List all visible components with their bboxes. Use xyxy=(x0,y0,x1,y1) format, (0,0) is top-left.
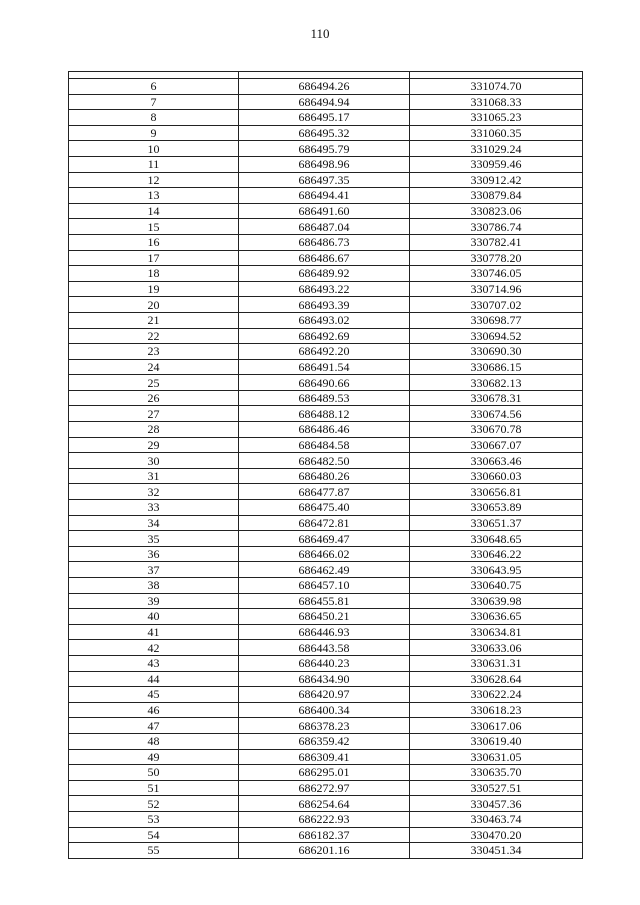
x-coordinate-cell: 686498.96 xyxy=(239,156,410,172)
y-coordinate-cell: 330651.37 xyxy=(410,515,583,531)
table-row xyxy=(69,578,583,594)
y-coordinate-cell: 331029.24 xyxy=(410,141,583,157)
table-row xyxy=(69,281,583,297)
x-coordinate-cell: 686434.90 xyxy=(239,671,410,687)
point-number-cell: 33 xyxy=(69,500,239,516)
y-coordinate-cell: 330678.31 xyxy=(410,390,583,406)
point-number-cell: 14 xyxy=(69,203,239,219)
y-coordinate-cell: 330879.84 xyxy=(410,188,583,204)
table-row xyxy=(69,468,583,484)
y-coordinate-cell: 330670.78 xyxy=(410,422,583,438)
x-coordinate-cell: 686492.20 xyxy=(239,344,410,360)
y-coordinate-cell: 330778.20 xyxy=(410,250,583,266)
point-number-cell: 40 xyxy=(69,609,239,625)
point-number-cell: 35 xyxy=(69,531,239,547)
x-coordinate-cell: 686492.69 xyxy=(239,328,410,344)
y-coordinate-cell: 330648.65 xyxy=(410,531,583,547)
coordinates-table-body xyxy=(69,72,583,859)
y-coordinate-cell: 330674.56 xyxy=(410,406,583,422)
point-number-cell: 12 xyxy=(69,172,239,188)
x-coordinate-cell: 686494.94 xyxy=(239,94,410,110)
x-coordinate-cell: 686378.23 xyxy=(239,718,410,734)
x-coordinate-cell: 686490.66 xyxy=(239,375,410,391)
point-number-cell: 28 xyxy=(69,422,239,438)
point-number-cell: 34 xyxy=(69,515,239,531)
x-coordinate-cell: 686400.34 xyxy=(239,702,410,718)
point-number-cell: 50 xyxy=(69,765,239,781)
x-coordinate-cell: 686482.50 xyxy=(239,453,410,469)
point-number-cell: 38 xyxy=(69,578,239,594)
point-number-cell: 10 xyxy=(69,141,239,157)
x-coordinate-cell: 686455.81 xyxy=(239,593,410,609)
point-number-cell: 31 xyxy=(69,468,239,484)
table-row xyxy=(69,203,583,219)
coordinates-table-container xyxy=(68,71,582,859)
point-number-cell: 24 xyxy=(69,359,239,375)
x-coordinate-cell: 686295.01 xyxy=(239,765,410,781)
table-row xyxy=(69,172,583,188)
table-row xyxy=(69,671,583,687)
x-coordinate-cell: 686469.47 xyxy=(239,531,410,547)
point-number-cell: 48 xyxy=(69,733,239,749)
point-number-cell: 22 xyxy=(69,328,239,344)
table-row xyxy=(69,141,583,157)
point-number-cell: 53 xyxy=(69,811,239,827)
table-row xyxy=(69,531,583,547)
table-row xyxy=(69,702,583,718)
table-cell xyxy=(69,72,239,79)
x-coordinate-cell: 686493.22 xyxy=(239,281,410,297)
table-row xyxy=(69,344,583,360)
point-number-cell: 26 xyxy=(69,390,239,406)
x-coordinate-cell: 686495.79 xyxy=(239,141,410,157)
table-row xyxy=(69,390,583,406)
x-coordinate-cell: 686222.93 xyxy=(239,811,410,827)
table-row xyxy=(69,500,583,516)
point-number-cell: 49 xyxy=(69,749,239,765)
x-coordinate-cell: 686450.21 xyxy=(239,609,410,625)
x-coordinate-cell: 686477.87 xyxy=(239,484,410,500)
y-coordinate-cell: 331074.70 xyxy=(410,79,583,95)
point-number-cell: 52 xyxy=(69,796,239,812)
y-coordinate-cell: 330823.06 xyxy=(410,203,583,219)
x-coordinate-cell: 686486.73 xyxy=(239,234,410,250)
point-number-cell: 54 xyxy=(69,827,239,843)
x-coordinate-cell: 686493.39 xyxy=(239,297,410,313)
point-number-cell: 23 xyxy=(69,344,239,360)
point-number-cell: 11 xyxy=(69,156,239,172)
y-coordinate-cell: 331065.23 xyxy=(410,110,583,126)
point-number-cell: 7 xyxy=(69,94,239,110)
y-coordinate-cell: 330690.30 xyxy=(410,344,583,360)
table-row xyxy=(69,749,583,765)
x-coordinate-cell: 686466.02 xyxy=(239,546,410,562)
page-number: 110 xyxy=(310,26,330,41)
x-coordinate-cell: 686446.93 xyxy=(239,624,410,640)
point-number-cell: 9 xyxy=(69,125,239,141)
point-number-cell: 32 xyxy=(69,484,239,500)
table-row xyxy=(69,780,583,796)
point-number-cell: 18 xyxy=(69,266,239,282)
coordinates-table xyxy=(68,71,583,859)
x-coordinate-cell: 686475.40 xyxy=(239,500,410,516)
y-coordinate-cell: 330636.65 xyxy=(410,609,583,625)
point-number-cell: 37 xyxy=(69,562,239,578)
table-row xyxy=(69,234,583,250)
point-number-cell: 17 xyxy=(69,250,239,266)
x-coordinate-cell: 686472.81 xyxy=(239,515,410,531)
point-number-cell: 45 xyxy=(69,687,239,703)
x-coordinate-cell: 686440.23 xyxy=(239,655,410,671)
y-coordinate-cell: 330622.24 xyxy=(410,687,583,703)
x-coordinate-cell: 686493.02 xyxy=(239,312,410,328)
table-row xyxy=(69,79,583,95)
table-row xyxy=(69,609,583,625)
y-coordinate-cell: 330463.74 xyxy=(410,811,583,827)
point-number-cell: 21 xyxy=(69,312,239,328)
point-number-cell: 39 xyxy=(69,593,239,609)
x-coordinate-cell: 686254.64 xyxy=(239,796,410,812)
y-coordinate-cell: 330912.42 xyxy=(410,172,583,188)
table-row xyxy=(69,796,583,812)
x-coordinate-cell: 686480.26 xyxy=(239,468,410,484)
table-top-row xyxy=(69,72,583,79)
table-row xyxy=(69,562,583,578)
table-row xyxy=(69,375,583,391)
y-coordinate-cell: 330714.96 xyxy=(410,281,583,297)
y-coordinate-cell: 330686.15 xyxy=(410,359,583,375)
point-number-cell: 13 xyxy=(69,188,239,204)
x-coordinate-cell: 686420.97 xyxy=(239,687,410,703)
y-coordinate-cell: 330653.89 xyxy=(410,500,583,516)
y-coordinate-cell: 330682.13 xyxy=(410,375,583,391)
y-coordinate-cell: 330786.74 xyxy=(410,219,583,235)
point-number-cell: 20 xyxy=(69,297,239,313)
y-coordinate-cell: 331060.35 xyxy=(410,125,583,141)
y-coordinate-cell: 330619.40 xyxy=(410,733,583,749)
table-row xyxy=(69,655,583,671)
table-row xyxy=(69,125,583,141)
x-coordinate-cell: 686487.04 xyxy=(239,219,410,235)
point-number-cell: 6 xyxy=(69,79,239,95)
table-row xyxy=(69,811,583,827)
table-row xyxy=(69,624,583,640)
table-row xyxy=(69,843,583,859)
table-row xyxy=(69,406,583,422)
table-row xyxy=(69,453,583,469)
y-coordinate-cell: 330634.81 xyxy=(410,624,583,640)
y-coordinate-cell: 330646.22 xyxy=(410,546,583,562)
x-coordinate-cell: 686495.17 xyxy=(239,110,410,126)
point-number-cell: 43 xyxy=(69,655,239,671)
y-coordinate-cell: 330660.03 xyxy=(410,468,583,484)
point-number-cell: 41 xyxy=(69,624,239,640)
table-row xyxy=(69,640,583,656)
y-coordinate-cell: 330631.31 xyxy=(410,655,583,671)
y-coordinate-cell: 330667.07 xyxy=(410,437,583,453)
x-coordinate-cell: 686443.58 xyxy=(239,640,410,656)
x-coordinate-cell: 686486.67 xyxy=(239,250,410,266)
point-number-cell: 16 xyxy=(69,234,239,250)
y-coordinate-cell: 330617.06 xyxy=(410,718,583,734)
y-coordinate-cell: 330470.20 xyxy=(410,827,583,843)
table-row xyxy=(69,94,583,110)
point-number-cell: 55 xyxy=(69,843,239,859)
x-coordinate-cell: 686201.16 xyxy=(239,843,410,859)
y-coordinate-cell: 330527.51 xyxy=(410,780,583,796)
table-row xyxy=(69,250,583,266)
point-number-cell: 19 xyxy=(69,281,239,297)
table-row xyxy=(69,422,583,438)
table-row xyxy=(69,484,583,500)
point-number-cell: 42 xyxy=(69,640,239,656)
y-coordinate-cell: 330698.77 xyxy=(410,312,583,328)
x-coordinate-cell: 686484.58 xyxy=(239,437,410,453)
x-coordinate-cell: 686489.53 xyxy=(239,390,410,406)
point-number-cell: 30 xyxy=(69,453,239,469)
point-number-cell: 27 xyxy=(69,406,239,422)
y-coordinate-cell: 330663.46 xyxy=(410,453,583,469)
y-coordinate-cell: 330631.05 xyxy=(410,749,583,765)
table-row xyxy=(69,219,583,235)
x-coordinate-cell: 686462.49 xyxy=(239,562,410,578)
table-row xyxy=(69,827,583,843)
y-coordinate-cell: 330628.64 xyxy=(410,671,583,687)
x-coordinate-cell: 686272.97 xyxy=(239,780,410,796)
x-coordinate-cell: 686309.41 xyxy=(239,749,410,765)
y-coordinate-cell: 330643.95 xyxy=(410,562,583,578)
table-row xyxy=(69,297,583,313)
table-row xyxy=(69,687,583,703)
table-row xyxy=(69,266,583,282)
y-coordinate-cell: 330640.75 xyxy=(410,578,583,594)
point-number-cell: 25 xyxy=(69,375,239,391)
y-coordinate-cell: 330639.98 xyxy=(410,593,583,609)
table-row xyxy=(69,110,583,126)
y-coordinate-cell: 331068.33 xyxy=(410,94,583,110)
x-coordinate-cell: 686497.35 xyxy=(239,172,410,188)
point-number-cell: 36 xyxy=(69,546,239,562)
y-coordinate-cell: 330618.23 xyxy=(410,702,583,718)
point-number-cell: 8 xyxy=(69,110,239,126)
y-coordinate-cell: 330959.46 xyxy=(410,156,583,172)
point-number-cell: 15 xyxy=(69,219,239,235)
y-coordinate-cell: 330707.02 xyxy=(410,297,583,313)
x-coordinate-cell: 686359.42 xyxy=(239,733,410,749)
point-number-cell: 47 xyxy=(69,718,239,734)
y-coordinate-cell: 330451.34 xyxy=(410,843,583,859)
table-cell xyxy=(239,72,410,79)
table-row xyxy=(69,359,583,375)
point-number-cell: 44 xyxy=(69,671,239,687)
y-coordinate-cell: 330656.81 xyxy=(410,484,583,500)
table-row xyxy=(69,328,583,344)
table-row xyxy=(69,312,583,328)
table-row xyxy=(69,546,583,562)
x-coordinate-cell: 686182.37 xyxy=(239,827,410,843)
x-coordinate-cell: 686488.12 xyxy=(239,406,410,422)
x-coordinate-cell: 686457.10 xyxy=(239,578,410,594)
x-coordinate-cell: 686491.60 xyxy=(239,203,410,219)
y-coordinate-cell: 330782.41 xyxy=(410,234,583,250)
x-coordinate-cell: 686486.46 xyxy=(239,422,410,438)
x-coordinate-cell: 686489.92 xyxy=(239,266,410,282)
y-coordinate-cell: 330633.06 xyxy=(410,640,583,656)
table-row xyxy=(69,718,583,734)
point-number-cell: 46 xyxy=(69,702,239,718)
table-row xyxy=(69,593,583,609)
table-row xyxy=(69,437,583,453)
table-cell xyxy=(410,72,583,79)
point-number-cell: 29 xyxy=(69,437,239,453)
table-row xyxy=(69,765,583,781)
y-coordinate-cell: 330746.05 xyxy=(410,266,583,282)
x-coordinate-cell: 686495.32 xyxy=(239,125,410,141)
y-coordinate-cell: 330694.52 xyxy=(410,328,583,344)
table-row xyxy=(69,188,583,204)
x-coordinate-cell: 686494.41 xyxy=(239,188,410,204)
point-number-cell: 51 xyxy=(69,780,239,796)
x-coordinate-cell: 686494.26 xyxy=(239,79,410,95)
table-row xyxy=(69,156,583,172)
x-coordinate-cell: 686491.54 xyxy=(239,359,410,375)
table-row xyxy=(69,733,583,749)
y-coordinate-cell: 330635.70 xyxy=(410,765,583,781)
y-coordinate-cell: 330457.36 xyxy=(410,796,583,812)
table-row xyxy=(69,515,583,531)
